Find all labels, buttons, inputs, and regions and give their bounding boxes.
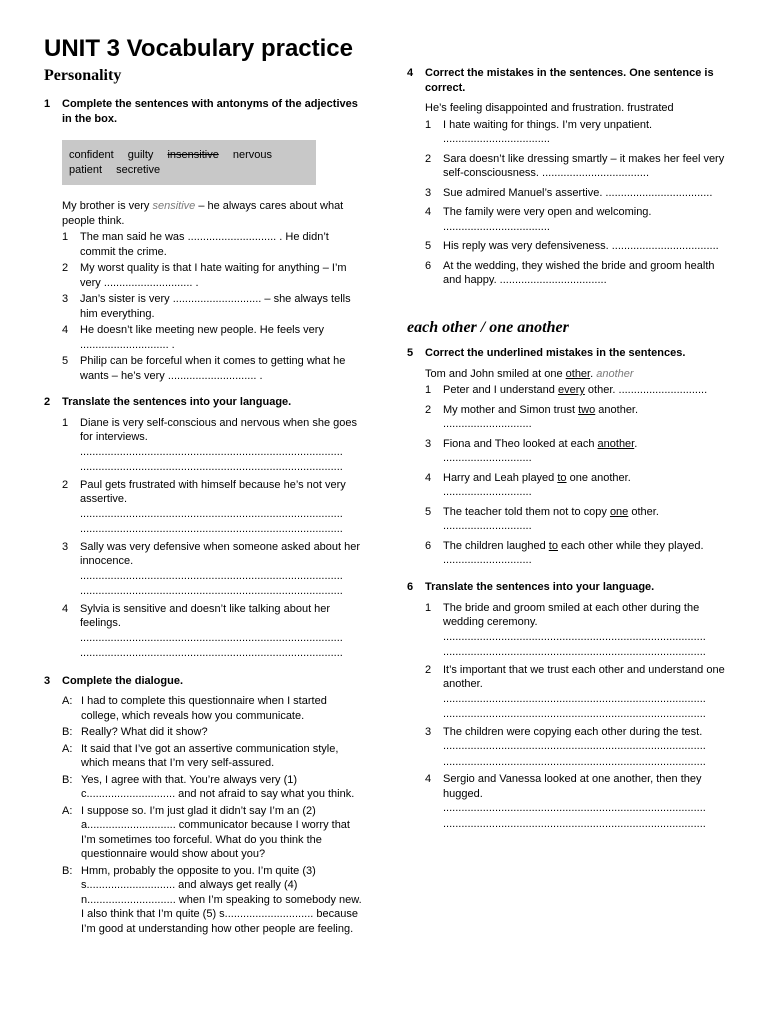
exercise-2-heading <box>44 395 364 410</box>
item-text: I hate waiting for things. I’m very unpatient. ................................... <box>443 118 653 145</box>
exercise-3 <box>44 674 364 937</box>
item-text: It’s important that we trust each other and understand one another. <box>443 663 725 690</box>
answer-line[interactable]: ............................. <box>443 418 532 430</box>
dialogue-text: Yes, I agree with that. You’re always very (1) c............................. and not afraid to say what you think. <box>81 773 355 800</box>
word-box-word: secretive <box>116 163 161 176</box>
item-text-post: other. ............................. <box>584 384 708 396</box>
item-text-pre: My mother and Simon trust <box>443 403 579 416</box>
answer-line[interactable]: ...................................................................................... <box>80 569 343 582</box>
item-text-pre: Harry and Leah played <box>443 471 558 484</box>
answer-line[interactable]: ...................................................................................... <box>80 523 343 535</box>
item-body <box>443 601 727 661</box>
exercise-1 <box>44 97 364 383</box>
answer-line[interactable]: ...................................................................................... <box>443 740 706 752</box>
item-text-post: each other while they played. <box>557 539 704 552</box>
dialogue-line <box>62 864 364 937</box>
dialogue-text: I had to complete this questionnaire when I started college, which reveals how you communicate. <box>81 695 327 722</box>
dialogue-line <box>62 725 364 740</box>
item-text-pre: The teacher told them not to copy <box>443 505 610 518</box>
item-body <box>80 540 364 600</box>
dialogue-line <box>62 694 364 723</box>
list-item <box>425 601 727 661</box>
item-text: The man said he was ............................. . He didn’t commit the crime. <box>80 231 329 258</box>
item-number: 2 <box>425 403 432 416</box>
item-number: 4 <box>425 206 432 218</box>
list-item <box>425 471 727 500</box>
dialogue-line <box>62 773 364 802</box>
answer-line[interactable]: ...................................................................................... <box>443 630 706 643</box>
item-text <box>443 505 727 520</box>
exercise-number: 5 <box>407 347 414 359</box>
item-number: 6 <box>425 259 432 272</box>
model-answer: sensitive <box>152 200 196 212</box>
item-body <box>443 471 727 500</box>
exercise-6 <box>407 580 727 832</box>
item-number: 1 <box>62 231 69 243</box>
answer-line[interactable]: ...................................................................................... <box>443 692 706 705</box>
exercise-number: 1 <box>44 98 51 110</box>
exercise-3-heading <box>44 674 364 689</box>
item-text: The children were copying each other during the test. <box>443 725 703 738</box>
word-box-word: patient <box>69 163 103 176</box>
exercise-number: 3 <box>44 674 51 687</box>
underlined-mistake: another <box>597 437 635 450</box>
exercise-number: 4 <box>407 67 414 79</box>
list-item <box>62 230 364 259</box>
item-text: His reply was very defensiveness. ................................... <box>443 240 719 252</box>
dialogue-text: Really? What did it show? <box>81 726 208 738</box>
speaker-label: A: <box>62 742 73 755</box>
list-item <box>425 152 727 181</box>
exercise-number: 6 <box>407 581 414 593</box>
list-item <box>62 292 364 321</box>
exercise-instruction: Correct the mistakes in the sentences. One sentence is correct. <box>425 67 714 94</box>
item-body <box>443 383 727 398</box>
list-item <box>425 383 727 398</box>
exercise-instruction: Correct the underlined mistakes in the sentences. <box>425 347 686 359</box>
dialogue-line <box>62 742 364 771</box>
dialogue-text: It said that I’ve got an assertive communication style, which means that I’m very self-assured. <box>81 742 339 769</box>
list-item <box>62 602 364 662</box>
item-text-pre: The children laughed <box>443 539 549 552</box>
answer-line[interactable]: ............................. <box>443 486 532 498</box>
item-text: Sylvia is sensitive and doesn’t like talking about her feelings. <box>80 602 331 629</box>
model-sentence: Tom and John smiled at one other. another <box>425 367 634 380</box>
item-number: 2 <box>62 478 69 491</box>
item-body <box>443 772 727 832</box>
exercise-1-heading <box>44 97 364 126</box>
word-box-word: confident <box>69 149 114 161</box>
item-body <box>443 437 727 466</box>
item-body <box>443 505 727 534</box>
item-text: Paul gets frustrated with himself because he’s not very assertive. <box>80 478 346 505</box>
item-text-post: . <box>634 437 638 450</box>
list-item <box>62 354 364 383</box>
item-body <box>80 478 364 538</box>
item-text: Philip can be forceful when it comes to getting what he wants – he’s very ............................. . <box>80 355 346 382</box>
list-item <box>425 725 727 771</box>
item-number: 2 <box>425 152 432 165</box>
list-item <box>62 261 364 290</box>
item-text-post: other. <box>628 505 659 518</box>
page-title: UNIT 3 Vocabulary practice <box>44 35 353 62</box>
item-number: 3 <box>425 186 432 199</box>
item-text: Sergio and Vanessa looked at one another, then they hugged. <box>443 773 702 800</box>
exercise-4 <box>407 66 727 288</box>
item-text: Sue admired Manuel’s assertive. ................................... <box>443 186 713 199</box>
exercise-number: 2 <box>44 396 51 408</box>
section-heading-each-other: each other / one another <box>407 319 569 336</box>
item-number: 4 <box>62 324 69 336</box>
item-text: Jan’s sister is very ............................. – she always tells him everything. <box>80 293 351 320</box>
speaker-label: A: <box>62 804 73 817</box>
item-text <box>443 403 727 418</box>
list-item <box>425 539 727 568</box>
item-body <box>443 663 727 723</box>
item-text: Diane is very self-conscious and nervous when she goes for interviews. <box>80 416 357 443</box>
right-column <box>407 66 727 300</box>
underlined-mistake: one <box>609 505 629 518</box>
list-item <box>425 118 727 147</box>
item-text <box>443 383 727 398</box>
exercise-5-heading <box>407 346 727 361</box>
item-number: 3 <box>425 437 432 450</box>
item-number: 3 <box>62 293 69 305</box>
speaker-label: B: <box>62 726 73 738</box>
underlined-mistake: two <box>578 403 596 416</box>
answer-line[interactable]: ............................. <box>443 520 532 532</box>
list-item <box>425 186 727 201</box>
item-number: 5 <box>425 240 432 252</box>
right-column-bottom <box>407 580 727 844</box>
item-text: My worst quality is that I hate waiting for anything – I’m very ............................. . <box>80 262 347 289</box>
word-box-word: nervous <box>232 149 273 161</box>
list-item <box>425 205 727 234</box>
model-sentence: My brother is very sensitive – he always cares about what people think. <box>62 200 344 227</box>
item-number: 4 <box>425 773 432 785</box>
speaker-label: A: <box>62 695 73 707</box>
exercise-6-heading <box>407 580 727 595</box>
dialogue-text: Hmm, probably the opposite to you. I’m quite (3) s............................. and always get really (4) n............................. when I’m speaking to somebody new. I also think that I’m quite (5) s............................. because I’m good at understanding how other people are feeling. <box>81 864 362 935</box>
item-number: 3 <box>62 540 69 553</box>
word-box-word: guilty <box>127 149 154 161</box>
list-item <box>425 403 727 432</box>
answer-line[interactable]: ............................. <box>443 452 532 464</box>
item-text-post: one another. <box>566 471 631 484</box>
underlined-mistake: to <box>557 471 567 484</box>
underlined-mistake: to <box>548 539 558 552</box>
exercise-5 <box>407 346 727 568</box>
item-number: 2 <box>62 262 69 274</box>
item-body <box>443 539 727 568</box>
list-item <box>62 540 364 600</box>
speaker-label: B: <box>62 773 73 786</box>
list-item <box>425 259 727 288</box>
item-text-pre: Peter and I understand <box>443 384 558 396</box>
answer-line[interactable]: ...................................................................................... <box>443 755 706 768</box>
item-number: 1 <box>425 384 432 396</box>
answer-line[interactable]: ...................................................................................... <box>80 631 343 644</box>
item-body <box>80 416 364 476</box>
list-item <box>425 772 727 832</box>
answer-line[interactable]: ...................................................................................... <box>80 585 343 597</box>
section-heading-personality: Personality <box>44 67 122 84</box>
item-text: The family were very open and welcoming. ................................... <box>443 206 652 233</box>
list-item <box>425 663 727 723</box>
answer-line[interactable]: ...................................................................................... <box>80 445 343 458</box>
exercise-instruction: Translate the sentences into your language. <box>425 581 655 593</box>
item-body <box>443 725 727 771</box>
answer-line[interactable]: ............................. <box>443 554 532 566</box>
list-item <box>425 505 727 534</box>
dialogue-line <box>62 804 364 862</box>
item-number: 1 <box>62 416 69 429</box>
exercise-2 <box>44 395 364 662</box>
speaker-label: B: <box>62 864 73 877</box>
list-item <box>62 478 364 538</box>
exercise-instruction: Translate the sentences into your language. <box>62 396 292 408</box>
item-text <box>443 471 727 486</box>
exercise-instruction: Complete the sentences with antonyms of the adjectives in the box. <box>62 98 358 125</box>
answer-line[interactable]: ...................................................................................... <box>80 507 343 520</box>
item-text-pre: Fiona and Theo looked at each <box>443 437 598 450</box>
item-number: 3 <box>425 725 432 738</box>
model-answer: another <box>596 367 634 380</box>
exercise-4-heading <box>407 66 727 95</box>
list-item <box>425 239 727 254</box>
answer-line[interactable]: ...................................................................................... <box>80 461 343 473</box>
answer-line[interactable]: ...................................................................................... <box>443 646 706 658</box>
item-number: 4 <box>425 471 432 484</box>
answer-line[interactable]: ...................................................................................... <box>80 647 343 659</box>
item-text: He doesn’t like meeting new people. He feels very ............................. . <box>80 324 324 351</box>
word-box-word-crossed: insensitive <box>167 149 219 161</box>
item-number: 2 <box>425 663 432 676</box>
item-number: 1 <box>425 118 432 131</box>
item-text: At the wedding, they wished the bride and groom health and happy. ................................... <box>443 259 715 286</box>
item-number: 1 <box>425 601 432 614</box>
answer-line[interactable]: ...................................................................................... <box>443 802 706 814</box>
item-text-post: another. <box>595 403 639 416</box>
list-item <box>62 323 364 352</box>
item-body <box>80 602 364 662</box>
item-number: 4 <box>62 602 69 615</box>
item-number: 6 <box>425 539 432 552</box>
item-text: Sally was very defensive when someone asked about her innocence. <box>80 540 361 567</box>
item-text <box>443 539 727 554</box>
item-text <box>443 437 727 452</box>
left-column <box>44 97 364 948</box>
item-number: 5 <box>62 355 69 367</box>
exercise-instruction: Complete the dialogue. <box>62 674 184 687</box>
list-item <box>425 437 727 466</box>
item-body <box>443 403 727 432</box>
dialogue-text: I suppose so. I’m just glad it didn’t say I’m an (2) a............................. communicator because I worry that I’m sometimes too forceful. What do you think the questionnaire would show about you? <box>81 804 350 860</box>
underlined-mistake: every <box>557 384 585 396</box>
answer-line[interactable]: ...................................................................................... <box>443 708 706 720</box>
item-text: The bride and groom smiled at each other during the wedding ceremony. <box>443 601 700 628</box>
item-number: 5 <box>425 505 432 518</box>
word-box <box>62 140 316 185</box>
right-column-lower <box>407 346 727 580</box>
item-text: Sara doesn’t like dressing smartly – it makes her feel very self-consciousness. ................................... <box>443 152 725 179</box>
answer-line[interactable]: ...................................................................................... <box>443 817 706 830</box>
list-item <box>62 416 364 476</box>
model-sentence: He’s feeling disappointed and frustration. frustrated <box>425 102 674 114</box>
